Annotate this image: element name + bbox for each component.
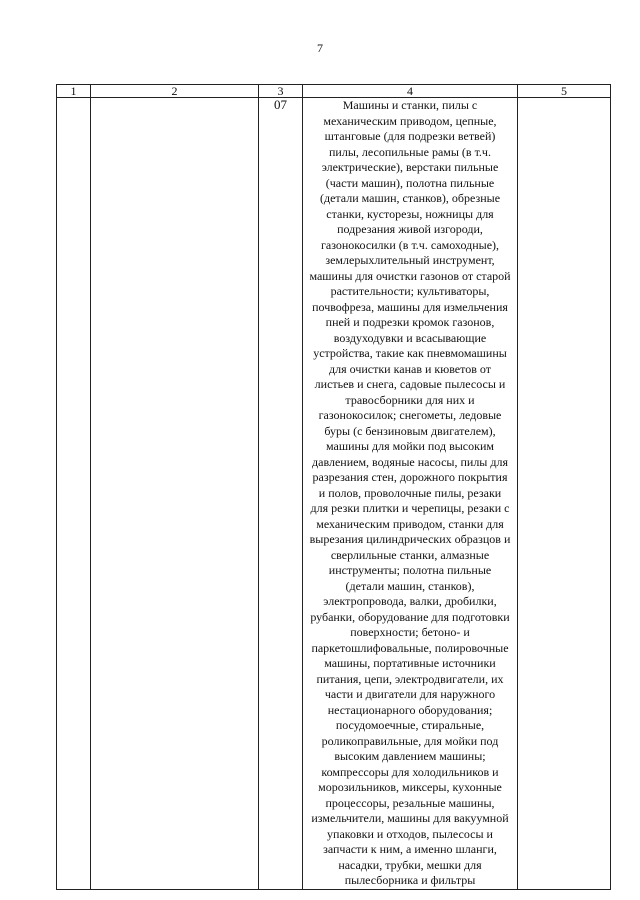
description-line: землерыхлительный инструмент, bbox=[325, 253, 495, 267]
description-line: пней и подрезки кромок газонов, bbox=[325, 315, 495, 329]
description-line: посудомоечные, стиральные, bbox=[335, 718, 485, 732]
description-line: газонокосилки (в т.ч. самоходные), bbox=[320, 237, 500, 252]
goods-description-cell bbox=[303, 98, 518, 890]
description-line: Машины и станки, пилы с bbox=[342, 98, 478, 112]
description-line: измельчители, машины для вакуумной bbox=[311, 811, 509, 825]
description-line: части и двигатели для наружного bbox=[324, 687, 496, 701]
description-line: пылесборника и фильтры bbox=[344, 873, 476, 887]
description-line: (части машин), полотна пильные bbox=[325, 175, 495, 190]
description-line: питания, цепи, электродвигатели, их bbox=[316, 671, 504, 686]
description-line: растительности; культиваторы, bbox=[330, 284, 490, 298]
page-number: 7 bbox=[317, 41, 323, 55]
description-line: электропровода, валки, дробилки, bbox=[323, 594, 497, 608]
description-line: упаковки и отходов, пылесосы и bbox=[327, 826, 493, 841]
table-header-row bbox=[57, 85, 611, 98]
column-header-3: 3 bbox=[259, 85, 303, 98]
description-line: штанговые (для подрезки ветвей) bbox=[324, 129, 496, 143]
description-line: электрические), верстаки пильные bbox=[321, 160, 499, 174]
description-line: нестационарного оборудования; bbox=[327, 702, 493, 717]
description-line: механическим приводом, станки для bbox=[316, 516, 504, 531]
description-line: (детали машин, станков), bbox=[345, 578, 475, 593]
description-line: сверлильные станки, алмазные bbox=[330, 547, 490, 562]
description-line: вырезания цилиндрических образцов и bbox=[309, 532, 511, 546]
description-line: машины для мойки под высоким bbox=[326, 439, 494, 453]
description-line: паркетошлифовальные, полировочные bbox=[311, 640, 509, 655]
column-header-4: 4 bbox=[303, 85, 518, 98]
description-line: инструменты; полотна пильные bbox=[328, 563, 492, 577]
column-header-2: 2 bbox=[91, 85, 259, 98]
description-line: листьев и снега, садовые пылесосы и bbox=[314, 377, 506, 391]
goods-table bbox=[56, 84, 611, 890]
cell-col2 bbox=[91, 98, 259, 890]
description-line: машины, портативные источники bbox=[324, 656, 496, 670]
description-line: морозильников, миксеры, кухонные bbox=[318, 780, 502, 794]
description-line: (детали машин, станков), обрезные bbox=[319, 191, 501, 205]
description-line: почвофреза, машины для измельчения bbox=[312, 299, 508, 314]
description-line: для резки плитки и черепицы, резаки с bbox=[310, 501, 510, 515]
description-line: поверхности; бетоно- и bbox=[350, 625, 470, 639]
cell-col5 bbox=[518, 98, 611, 890]
description-line: воздуходувки и всасывающие bbox=[333, 330, 487, 345]
description-line: рубанки, оборудование для подготовки bbox=[310, 609, 510, 624]
description-line: компрессоры для холодильников и bbox=[321, 764, 499, 779]
description-line: запчасти к ним, а именно шланги, bbox=[323, 842, 497, 856]
description-line: буры (с бензиновым двигателем), bbox=[324, 423, 496, 438]
cell-col1 bbox=[57, 98, 91, 890]
description-line: пилы, лесопильные рамы (в т.ч. bbox=[329, 144, 491, 159]
description-line: машины для очистки газонов от старой bbox=[309, 268, 511, 283]
description-line: роликоправильные, для мойки под bbox=[321, 733, 499, 748]
class-code-cell: 07 bbox=[259, 98, 303, 890]
description-line: и полов, проволочные пилы, резаки bbox=[318, 485, 502, 500]
description-line: для очистки канав и кюветов от bbox=[329, 361, 491, 376]
column-header-1: 1 bbox=[57, 85, 91, 98]
table-row bbox=[57, 98, 611, 890]
description-line: газонокосилок; снегометы, ледовые bbox=[318, 408, 502, 422]
column-header-5: 5 bbox=[518, 85, 611, 98]
description-line: механическим приводом, цепные, bbox=[323, 113, 497, 128]
description-line: насадки, трубки, мешки для bbox=[338, 857, 482, 872]
description-line: высоким давлением машины; bbox=[334, 749, 486, 763]
description-line: разрезания стен, дорожного покрытия bbox=[312, 470, 508, 484]
description-line: процессоры, резальные машины, bbox=[325, 795, 495, 810]
description-line: станки, кусторезы, ножницы для bbox=[326, 206, 494, 221]
description-line: подрезания живой изгороди, bbox=[337, 222, 483, 236]
description-line: устройства, такие как пневмомашины bbox=[313, 346, 507, 360]
description-line: давлением, водяные насосы, пилы для bbox=[312, 454, 508, 469]
description-line: травосборники для них и bbox=[345, 392, 475, 407]
